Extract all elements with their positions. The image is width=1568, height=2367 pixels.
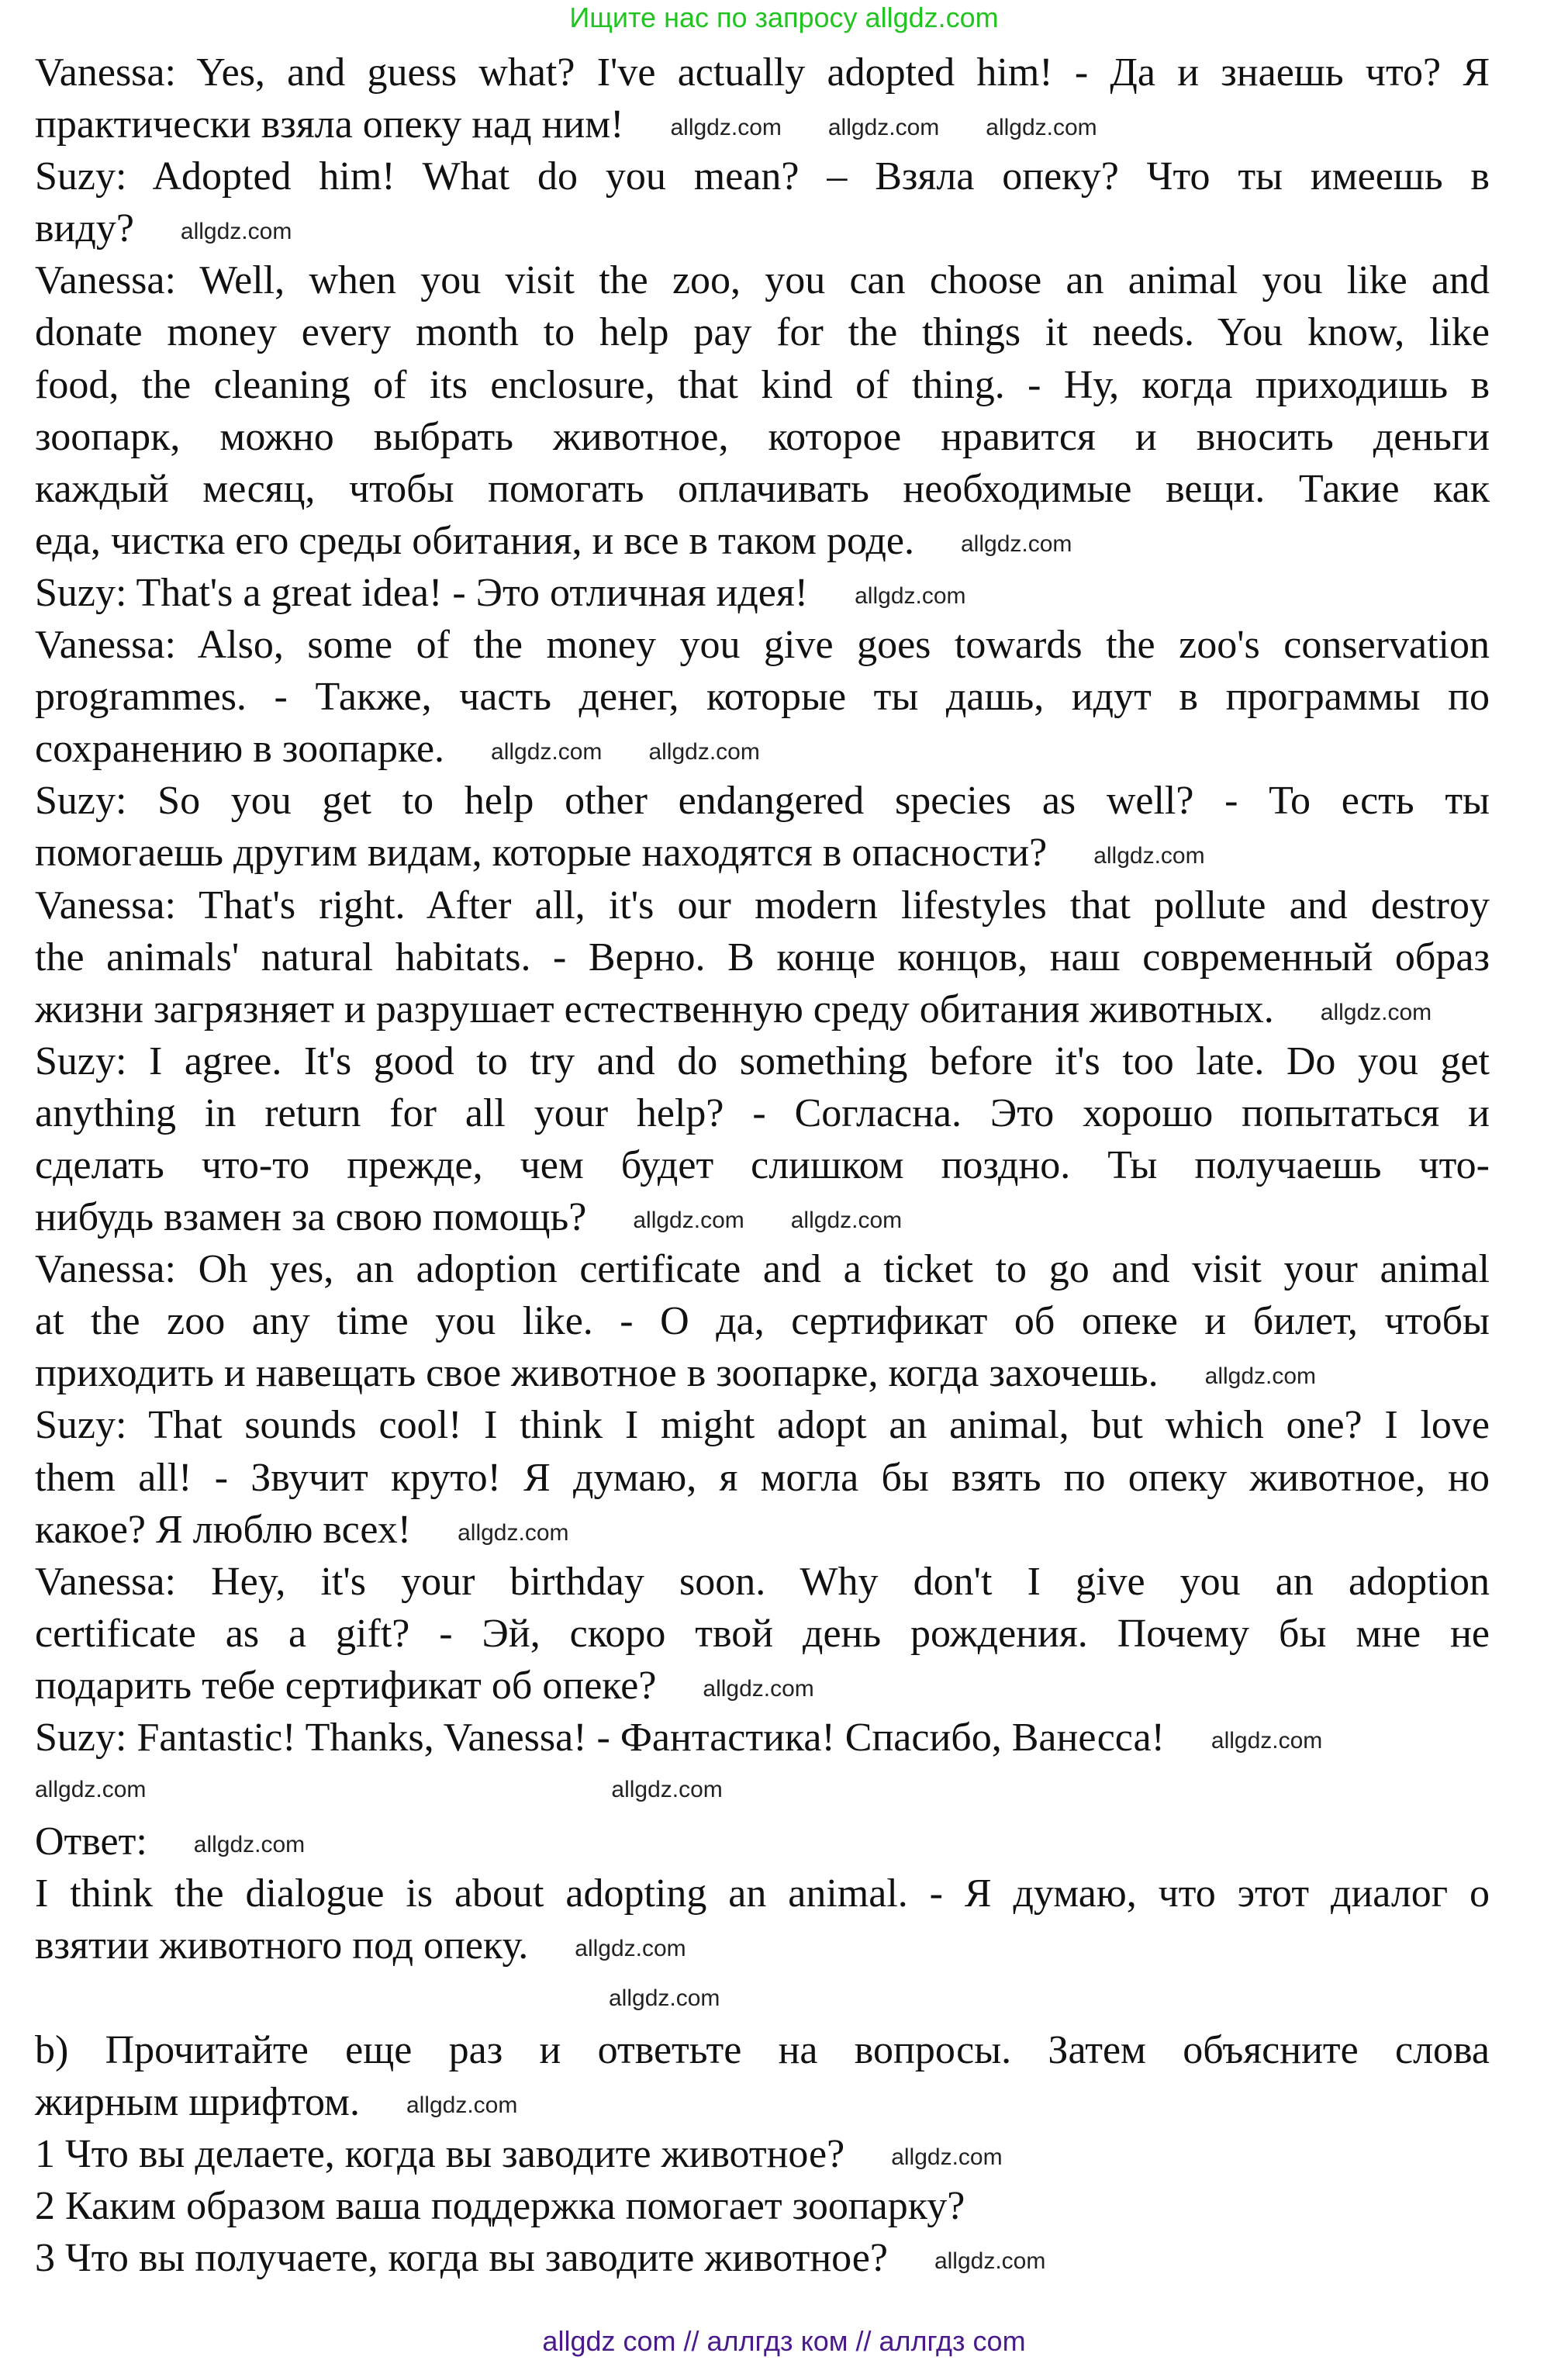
line-text: зоопарк, можно выбрать животное, которое нравится и вносить деньги [35,414,1490,459]
line-text: b) Прочитайте еще раз и ответьте на вопросы. Затем объясните слова [35,2027,1490,2072]
watermark: allgdz.com [491,739,603,765]
line-text: сделать что-то прежде, чем будет слишком поздно. Ты получаешь что- [35,1142,1490,1187]
dialogue-line [35,723,1490,775]
dialogue-line [35,671,1490,723]
line-text: виду? [35,206,134,251]
spacer [35,1764,1490,1816]
dialogue-line [35,1191,1490,1243]
watermark: allgdz.com [611,1777,723,1803]
dialogue-line [35,1347,1490,1399]
line-text: Suzy: That sounds cool! I think I might adopt an animal, but which one? I love [35,1403,1490,1448]
dialogue-line [35,567,1490,619]
answer-label: Ответ: [35,1819,147,1864]
watermark: allgdz.com [827,115,940,141]
dialogue-line [35,98,1490,150]
line-text: приходить и навещать свое животное в зоопарке, когда захочешь. [35,1351,1159,1396]
line-text: the animals' natural habitats. - Верно. В конце концов, наш современный образ [35,935,1490,980]
watermark: allgdz.com [961,530,1072,557]
question-item [35,2128,1490,2180]
site-banner: Ищите нас по запросу allgdz.com [569,2,999,33]
line-text: нибудь взамен за свою помощь? [35,1195,587,1240]
dialogue-line [35,47,1490,98]
line-text: Suzy: Fantastic! Thanks, Vanessa! - Фантастика! Спасибо, Ванесса! [35,1716,1165,1760]
question-item [35,2232,1490,2284]
line-text: food, the cleaning of its enclosure, that kind of thing. - Ну, когда приходишь в [35,362,1490,407]
dialogue-line [35,1504,1490,1556]
line-text: Suzy: That's a great idea! - Это отличная идея! [35,570,809,615]
dialogue-line [35,411,1490,463]
dialogue-line [35,1660,1490,1712]
dialogue-line [35,827,1490,879]
line-text: Vanessa: Yes, and guess what? I've actually adopted him! - Да и знаешь что? Я [35,50,1490,95]
dialogue-line [35,931,1490,983]
dialogue-line [35,515,1490,567]
watermark: allgdz.com [35,1777,147,1803]
dialogue-line [35,150,1490,202]
line-text: Vanessa: Well, when you visit the zoo, you can choose an animal you like and [35,258,1490,303]
line-text: практически взяла опеку над ним! [35,102,624,147]
watermark: allgdz.com [703,1675,814,1702]
dialogue-line [35,1608,1490,1660]
watermark: allgdz.com [1204,1363,1317,1390]
dialogue-line [35,1295,1490,1347]
dialogue-line [35,1452,1490,1504]
line-text: 1 Что вы делаете, когда вы заводите животное? [35,2131,845,2176]
line-text: Vanessa: Hey, it's your birthday soon. Why don't I give you an adoption [35,1559,1490,1604]
dialogue-line [35,1399,1490,1451]
line-text: Suzy: I agree. It's good to try and do something before it's too late. Do you get [35,1038,1490,1083]
line-text: Vanessa: That's right. After all, it's our modern lifestyles that pollute and destroy [35,883,1490,928]
watermark: allgdz.com [406,2092,518,2118]
watermark: allgdz.com [790,1208,903,1234]
line-text: I think the dialogue is about adopting an animal. - Я думаю, что этот диалог о [35,1871,1490,1916]
watermark: allgdz.com [193,1832,306,1858]
line-text: жирным шрифтом. [35,2079,360,2124]
task-line [35,2076,1490,2128]
dialogue-line [35,1035,1490,1087]
line-text: взятии животного под опеку. [35,1923,529,1968]
watermark: allgdz.com [986,115,1097,141]
line-text: them all! - Звучит круто! Я думаю, я могла бы взять по опеку животное, но [35,1455,1490,1500]
watermark: allgdz.com [648,739,760,765]
watermark: allgdz.com [1211,1728,1323,1754]
dialogue-line [35,1712,1490,1764]
answer-line [35,1868,1490,1920]
dialogue-line [35,1087,1490,1139]
line-text: 2 Каким образом ваша поддержка помогает зоопарку? [35,2183,965,2228]
line-text: сохранению в зоопарке. [35,727,445,772]
question-item [35,2180,1490,2232]
watermark: allgdz.com [670,115,782,141]
watermark: allgdz.com [1093,843,1205,869]
dialogue-line [35,463,1490,515]
line-text: Vanessa: Oh yes, an adoption certificate and a ticket to go and visit your animal [35,1247,1490,1292]
line-text: anything in return for all your help? - Согласна. Это хорошо попытаться и [35,1090,1490,1135]
watermark: allgdz.com [855,583,966,609]
watermark: allgdz.com [633,1208,744,1234]
line-text: certificate as a gift? - Эй, скоро твой день рождения. Почему бы мне не [35,1611,1490,1656]
dialogue-line [35,1139,1490,1191]
answer-line [35,1920,1490,1971]
line-text: at the zoo any time you like. - О да, сертификат об опеке и билет, чтобы [35,1299,1490,1344]
line-text: programmes. - Также, часть денег, которые ты дашь, идут в программы по [35,675,1490,720]
watermark: allgdz.com [891,2144,1003,2170]
line-text: какое? Я люблю всех! [35,1507,412,1552]
watermark: allgdz.com [180,219,292,245]
dialogue-line [35,1243,1490,1295]
line-text: подарить тебе сертификат об опеке? [35,1663,657,1708]
spacer [35,1971,1490,2023]
line-text: помогаешь другим видам, которые находятся в опасности? [35,831,1048,876]
dialogue-line [35,775,1490,827]
dialogue-line [35,1556,1490,1608]
line-text: Suzy: So you get to help other endangered species as well? - То есть ты [35,779,1490,824]
watermark: allgdz.com [609,1985,720,2011]
line-text: Suzy: Adopted him! What do you mean? – Взяла опеку? Что ты имеешь в [35,154,1490,199]
watermark: allgdz.com [1320,999,1432,1025]
dialogue-line [35,306,1490,358]
line-text: жизни загрязняет и разрушает естественную среду обитания животных. [35,987,1274,1031]
dialogue-line [35,202,1490,254]
dialogue-line [35,879,1490,931]
dialogue-line [35,983,1490,1035]
line-text: 3 Что вы получаете, когда вы заводите животное? [35,2235,888,2280]
dialogue-line [35,359,1490,411]
line-text: каждый месяц, чтобы помогать оплачивать необходимые вещи. Такие как [35,466,1490,511]
watermark: allgdz.com [458,1519,569,1546]
line-text: еда, чистка его среды обитания, и все в таком роде. [35,518,914,563]
line-text: donate money every month to help pay for the things it needs. You know, like [35,310,1490,355]
line-text: Vanessa: Also, some of the money you give goes towards the zoo's conservation [35,623,1490,668]
dialogue-line [35,619,1490,671]
site-footer: allgdz com // аллгдз ком // аллгдз com [542,2325,1026,2357]
task-line [35,2024,1490,2076]
answer-label-line [35,1816,1490,1868]
document-body [35,47,1490,2284]
dialogue-line [35,254,1490,306]
watermark: allgdz.com [934,2248,1046,2274]
watermark: allgdz.com [575,1936,686,1962]
